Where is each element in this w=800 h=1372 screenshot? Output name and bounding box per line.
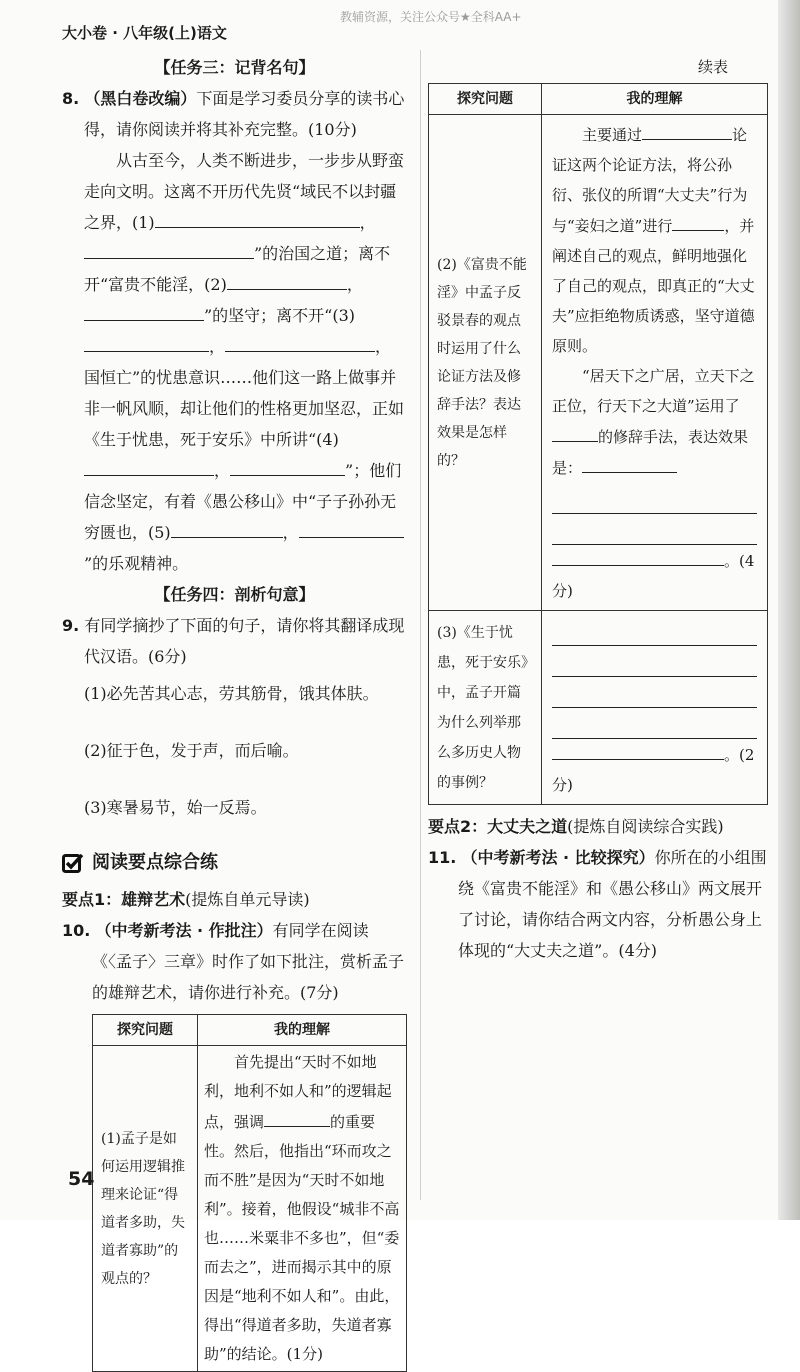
q10-source: （中考新考法 · 作批注） bbox=[95, 921, 273, 940]
row2-text-5: 的修辞手法，表达效果是： bbox=[552, 428, 749, 477]
q8-blank-4b[interactable] bbox=[230, 455, 345, 476]
watermark: 教辅资源，关注公众号★全科AA+ bbox=[340, 10, 522, 24]
row2-text-4: “居天下之广居，立天下之正位，行天下之大道”运用了 bbox=[552, 367, 755, 415]
row3-points: 。(2分) bbox=[552, 746, 755, 794]
kp2-source: (提炼自阅读综合实践) bbox=[567, 817, 724, 836]
q8-blank-3c[interactable] bbox=[225, 331, 375, 352]
question-9 bbox=[62, 610, 407, 672]
q11-source: （中考新考法 · 比较探究） bbox=[461, 848, 655, 867]
q8-blank-5c[interactable] bbox=[299, 517, 404, 538]
q8-blank-2a[interactable] bbox=[227, 269, 347, 290]
kp1-label: 要点1：雄辩艺术 bbox=[62, 890, 186, 909]
checkbox-icon bbox=[62, 852, 84, 874]
row2-answer bbox=[542, 115, 768, 611]
section-title-text: 阅读要点综合练 bbox=[92, 852, 218, 873]
page-number: 54 bbox=[68, 1168, 95, 1190]
task4-title: 【任务四：剖析句意】 bbox=[154, 585, 315, 604]
q8-text-5: ”的坚守；离不开“(3) bbox=[204, 306, 356, 325]
q8-blank-3a[interactable] bbox=[84, 331, 179, 352]
right-column bbox=[428, 52, 768, 966]
row2-blank-3[interactable] bbox=[552, 421, 598, 442]
q8-number: 8. bbox=[62, 89, 80, 108]
row3-answer-line-5[interactable] bbox=[552, 739, 724, 760]
q8-text-1: 从古至今，人类不断进步，一步步从野蛮走向文明。这离不开历代先贤“域民不以封疆之界，(1) bbox=[84, 151, 405, 232]
kp1-source: (提炼自单元导读) bbox=[185, 890, 310, 909]
continued-table bbox=[428, 83, 768, 805]
row2-answer-line-1[interactable] bbox=[552, 483, 757, 514]
q11-prompt: 你所在的小组围绕《富贵不能淫》和《愚公移山》两文展开了讨论，请你结合两文内容，分析愚公身上体现的“大丈夫之道”。(4分) bbox=[458, 848, 767, 960]
q9-item-3: (3)寒暑易节，始一反焉。 bbox=[84, 798, 267, 817]
q10-number: 10. bbox=[62, 921, 91, 940]
q10-blank-1[interactable] bbox=[264, 1106, 330, 1127]
row2-answer-line-3[interactable] bbox=[552, 545, 724, 566]
q11-number: 11. bbox=[428, 848, 457, 867]
question-11 bbox=[428, 842, 768, 966]
q8-text-6: ， bbox=[209, 337, 226, 356]
q10-row1-answer bbox=[198, 1046, 407, 1372]
cont-col-answer: 我的理解 bbox=[542, 84, 768, 115]
q9-prompt: 有同学摘抄了下面的句子，请你将其翻译成现代汉语。(6分) bbox=[84, 616, 405, 666]
column-divider bbox=[420, 50, 421, 1200]
q10-answer-text-1: 首先提出“天时不如地利，地利不如人和”的逻辑起点，强调 bbox=[204, 1053, 392, 1131]
kp2-label: 要点2：大丈夫之道 bbox=[428, 817, 568, 836]
key-point-2 bbox=[428, 811, 768, 842]
left-column bbox=[62, 52, 407, 1372]
q8-text-11: ”的乐观精神。 bbox=[84, 554, 189, 573]
row2-answer-line-2[interactable] bbox=[552, 514, 757, 545]
section-title bbox=[62, 847, 407, 878]
row2-text-1: 主要通过 bbox=[582, 126, 643, 144]
q10-answer-text-2: 的重要性。然后，他指出“环而攻之而不胜”是因为“天时不如地利”。接着，他假设“城非不高也……米粟非不多也”，但“委而去之”，进而揭示其中的原因是“地利不如人和”。由此，得出“得道者多助，失道者寡助”的结论。(1分) bbox=[204, 1113, 400, 1363]
q8-blank-2c[interactable] bbox=[134, 300, 204, 321]
row3-answer-line-1[interactable] bbox=[552, 615, 757, 646]
row3-answer-line-3[interactable] bbox=[552, 677, 757, 708]
q8-blank-5b[interactable] bbox=[223, 517, 283, 538]
q10-prompt: 有同学在阅读《〈孟子〉三章》时作了如下批注，赏析孟子的雄辩艺术，请你进行补充。(7分) bbox=[92, 921, 405, 1002]
q8-blank-1a[interactable] bbox=[155, 207, 360, 228]
row3-answer-line-4[interactable] bbox=[552, 708, 757, 739]
q8-text-7: ，国恒亡”的忧患意识……他们这一路上做事并非一帆风顺，却让他们的性格更加坚忍，正如《生于忧患，死于安乐》中所讲“(4) bbox=[84, 337, 405, 449]
q10-row1-question: (1)孟子是如何运用逻辑推理来论证“得道者多助，失道者寡助”的观点的？ bbox=[93, 1046, 198, 1372]
q8-text-4: ， bbox=[346, 275, 363, 294]
q8-blank-4a[interactable] bbox=[84, 455, 214, 476]
question-10 bbox=[62, 915, 407, 1008]
row2-text-2: 论证这两个论证方法，将公孙衍、张仪的所谓“大丈夫”行为与“妾妇之道”进行 bbox=[552, 126, 748, 235]
q8-text-9: ”；他们信念坚定，有着《愚公移山》中“子子孙孙无穷匮也，(5) bbox=[84, 461, 402, 542]
book-header: 大小卷 · 八年级(上)语文 bbox=[62, 24, 227, 42]
row2-blank-2[interactable] bbox=[672, 210, 724, 231]
q8-blank-3b[interactable] bbox=[179, 331, 209, 352]
row3-question: (3)《生于忧患，死于安乐》中，孟子开篇为什么列举那么多历史人物的事例？ bbox=[429, 611, 542, 805]
q10-col-question: 探究问题 bbox=[93, 1015, 198, 1046]
q9-number: 9. bbox=[62, 616, 80, 635]
q8-prompt: 下面是学习委员分享的读书心得，请你阅读并将其补充完整。(10分) bbox=[84, 89, 405, 139]
task3-title: 【任务三：记背名句】 bbox=[154, 58, 315, 77]
q8-text-3: ”的治国之道；离不开“富贵不能淫，(2) bbox=[84, 244, 391, 294]
row2-text-3: ，并阐述自己的观点，鲜明地强化了自己的观点，即真正的“大丈夫”应拒绝物质诱惑，坚守道德原则。 bbox=[552, 217, 755, 355]
row3-answer bbox=[542, 611, 768, 805]
row2-blank-1[interactable] bbox=[642, 119, 732, 140]
q8-text-8: ， bbox=[214, 461, 231, 480]
q8-blank-5a[interactable] bbox=[171, 517, 223, 538]
q10-col-answer: 我的理解 bbox=[198, 1015, 407, 1046]
row3-answer-line-2[interactable] bbox=[552, 646, 757, 677]
continued-label: 续表 bbox=[697, 58, 728, 76]
q8-blank-2b[interactable] bbox=[84, 300, 134, 321]
key-point-1 bbox=[62, 884, 407, 915]
q8-source: （黑白卷改编） bbox=[84, 89, 197, 108]
q8-text-2: ， bbox=[359, 213, 376, 232]
row2-points: 。(4分) bbox=[552, 552, 755, 600]
q8-blank-1b[interactable] bbox=[84, 238, 254, 259]
row2-question: (2)《富贵不能淫》中孟子反驳景春的观点时运用了什么论证方法及修辞手法？表达效果是怎样的？ bbox=[429, 115, 542, 611]
q8-text-10: ， bbox=[282, 523, 299, 542]
q9-item-1: (1)必先苦其心志，劳其筋骨，饿其体肤。 bbox=[84, 684, 379, 703]
q9-item-2: (2)征于色，发于声，而后喻。 bbox=[84, 741, 299, 760]
page-edge bbox=[778, 0, 800, 1220]
cont-col-question: 探究问题 bbox=[429, 84, 542, 115]
q10-table bbox=[92, 1014, 407, 1372]
question-8 bbox=[62, 83, 407, 145]
row2-blank-4[interactable] bbox=[582, 452, 677, 473]
q8-passage bbox=[62, 145, 407, 579]
